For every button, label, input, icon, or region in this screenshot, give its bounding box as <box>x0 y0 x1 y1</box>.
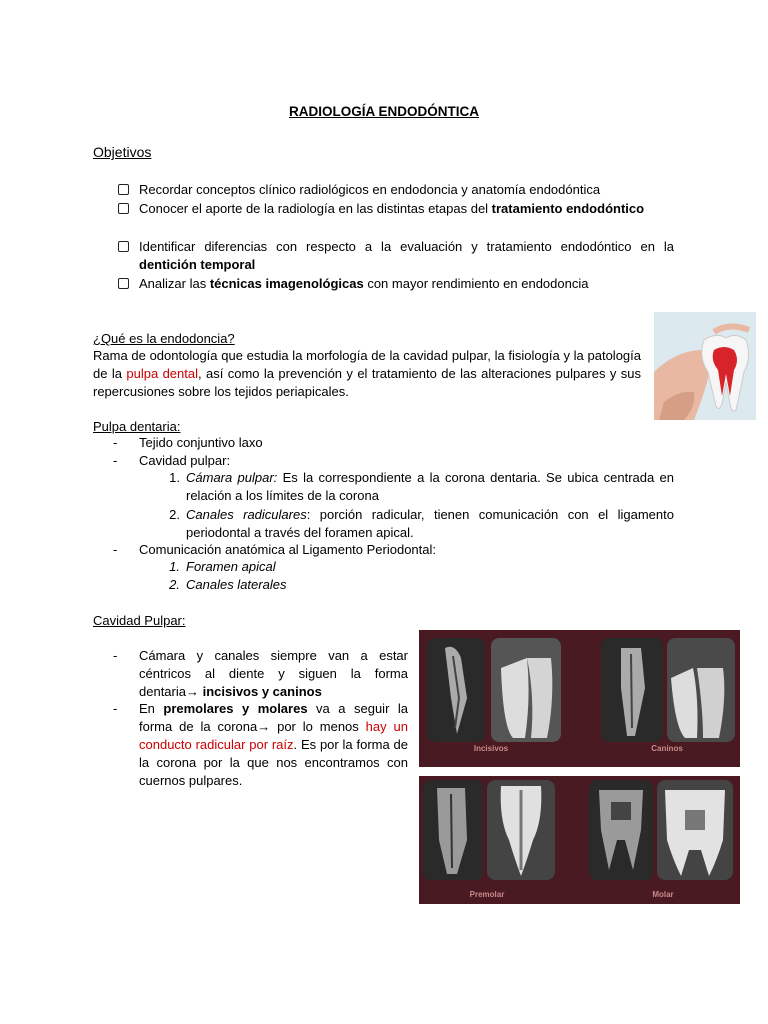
sub-list-item: 2. Canales radiculares: porción radicular, tienen comunicación con el ligamento periodontal a través del foramen apical. <box>169 507 674 540</box>
objective-item <box>118 275 674 293</box>
sub-list-item: 1. Cámara pulpar: Es la correspondiente a la corona dentaria. Se ubica centrada en relación a los límites de la corona <box>169 470 674 503</box>
list-item: - Cámara y canales siempre van a estar céntricos al diente y siguen la forma dentaria→ incisivos y caninos <box>113 648 408 699</box>
list-item: - Tejido conjuntivo laxo <box>113 435 263 450</box>
xray-panel <box>667 638 735 742</box>
endo-heading: ¿Qué es la endodoncia? <box>93 331 235 346</box>
objective-text: Recordar conceptos clínico radiológicos en endodoncia y anatomía endodóntica <box>139 182 601 197</box>
objective-bold: tratamiento endodóntico <box>491 201 645 216</box>
pulpa-dental-highlight: pulpa dental <box>126 366 198 381</box>
periapical-incisor-icon <box>491 638 561 742</box>
xray-panel <box>589 780 653 880</box>
xray-image-incisivos-caninos <box>419 630 740 767</box>
tooth-model-icon <box>654 312 756 420</box>
list-item: - Cavidad pulpar: <box>113 453 231 468</box>
xray-panel <box>487 780 555 880</box>
objective-text: Conocer el aporte de la radiología en las distintas etapas del <box>139 201 492 216</box>
xray-panel <box>657 780 733 880</box>
list-item: - Comunicación anatómica al Ligamento Periodontal: <box>113 542 437 557</box>
sub-list-item: 2. Canales laterales <box>169 577 287 592</box>
xray-panel <box>427 638 485 742</box>
list-item: - En premolares y molares va a seguir la forma de la corona→ por lo menos hay un conducto radicular por raíz. Es por la forma de la corona por la que nos encontramos con cuernos pulpares. <box>113 701 409 788</box>
endo-paragraph: Rama de odontología que estudia la morfología de la cavidad pulpar, la fisiología y la patología de la pulpa dental, así como la prevención y el tratamiento de las alteraciones pulpares y sus repercusiones sobre los tejidos periapicales. <box>93 348 641 399</box>
cbct-premolar-icon <box>423 780 483 880</box>
periapical-molar-icon <box>657 780 733 880</box>
label-premolar: Premolar <box>469 890 505 899</box>
xray-panel <box>423 780 483 880</box>
objective-text: Analizar las <box>139 276 210 291</box>
checkbox-icon[interactable] <box>118 203 129 214</box>
xray-image-premolar-molar <box>419 776 740 904</box>
label-caninos: Caninos <box>651 744 683 753</box>
objective-bold: dentición temporal <box>139 257 256 272</box>
checkbox-icon[interactable] <box>118 278 129 289</box>
label-incisivos: Incisivos <box>473 744 509 753</box>
pulpa-heading: Pulpa dentaria: <box>93 419 181 434</box>
objective-text: con mayor rendimiento en endodoncia <box>363 276 589 291</box>
objective-text: Identificar diferencias con respecto a la evaluación y tratamiento endodóntico en la <box>139 239 674 254</box>
checkbox-icon[interactable] <box>118 241 129 252</box>
cbct-canine-icon <box>601 638 663 742</box>
objectives-heading: Objetivos <box>93 144 152 160</box>
tooth-model-photo <box>654 312 756 420</box>
objective-bold: técnicas imagenológicas <box>209 276 364 291</box>
cavidad-heading: Cavidad Pulpar: <box>93 613 186 628</box>
cbct-molar-icon <box>589 780 653 880</box>
objective-item <box>118 238 674 274</box>
label-molar: Molar <box>652 890 674 899</box>
periapical-canine-icon <box>667 638 735 742</box>
cbct-incisor-icon <box>427 638 485 742</box>
xray-panel <box>491 638 561 742</box>
sub-list-item: 1. Foramen apical <box>169 559 276 574</box>
periapical-premolar-icon <box>487 780 555 880</box>
page-title: RADIOLOGÍA ENDODÓNTICA <box>289 104 479 119</box>
checkbox-icon[interactable] <box>118 184 129 195</box>
objective-item <box>118 200 674 218</box>
objective-item <box>118 181 674 199</box>
xray-panel <box>601 638 663 742</box>
